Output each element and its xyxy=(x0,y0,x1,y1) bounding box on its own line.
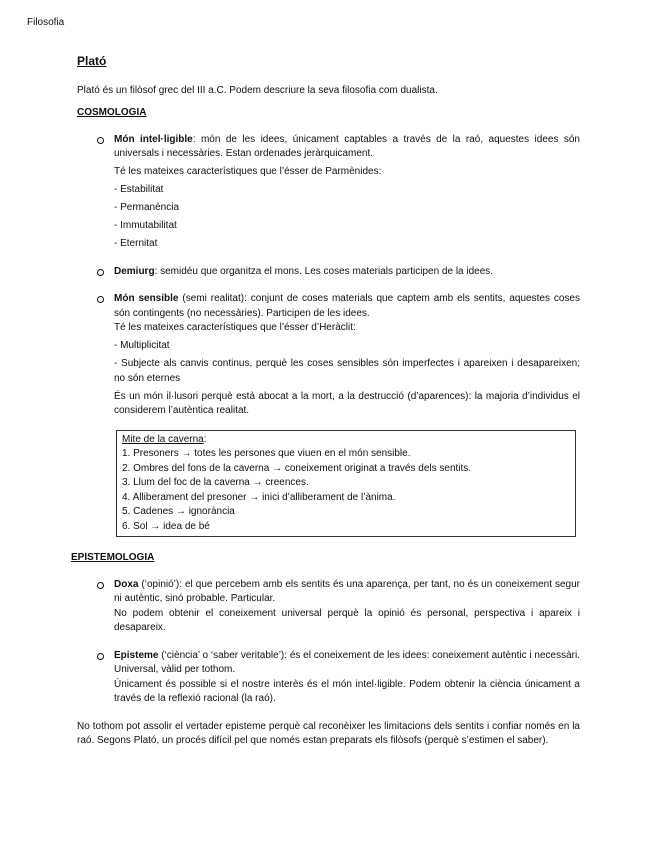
term: Doxa xyxy=(114,578,139,590)
closing-paragraph: No tothom pot assolir el vertader episteme perquè cal reconèixer les limitacions dels sentits i confiar només en la raó. Segons Plató, un procés difícil pel que només estan preparats els filòsofs (perquè s’estimen el saber). xyxy=(77,720,580,746)
term-extra: Únicament és possible si el nostre interès és el món intel·ligible. Podem obtenir la ciència únicament a través de la reflexió racional (la raó). xyxy=(114,678,580,704)
myth-line: 3. Llum del foc de la caverna → creences. xyxy=(122,477,309,488)
myth-line: 4. Alliberament del presoner → inici d’alliberament de l’ànima. xyxy=(122,491,396,503)
characteristic: - Multiplicitat xyxy=(114,340,170,351)
myth-title: Mite de la caverna xyxy=(122,433,204,445)
myth-line: 5. Cadenes → ignorància xyxy=(122,506,235,517)
mon-sensible-closing: És un món il·lusori perquè està abocat a la mort, a la destrucció (d’aparences): la majoria d’individus el considerem l’autèntica realitat. xyxy=(114,390,580,416)
list-item-demiurg xyxy=(77,265,580,280)
term: Demiurg xyxy=(114,265,155,277)
term: Món sensible xyxy=(114,293,179,304)
list-item-mon-sensible xyxy=(77,292,580,419)
term: Món intel·ligible xyxy=(114,133,193,145)
list-item-doxa xyxy=(77,578,580,636)
epistemologia-heading: EPISTEMOLOGIA xyxy=(71,552,155,563)
myth-line: 2. Ombres del fons de la caverna → coneixement originat a través dels sentits. xyxy=(122,462,472,474)
characteristic: - Immutabilitat xyxy=(114,220,177,231)
myth-line: 6. Sol → idea de bé xyxy=(122,520,210,532)
characteristic: - Estabilitat xyxy=(114,184,164,195)
characteristics-intro: Té les mateixes característiques que l’ésser d’Heràclit: xyxy=(114,322,356,333)
document-body xyxy=(71,54,580,749)
document-header: Filosofia xyxy=(27,17,65,28)
term-description: (semi realitat): conjunt de coses materials que captem amb els sentits, aquestes coses són contingents (no necessàries). Participen de les idees. xyxy=(114,293,580,319)
myth-box xyxy=(116,430,576,538)
list-item-episteme xyxy=(77,649,580,707)
characteristic: - Eternitat xyxy=(114,238,158,249)
characteristic: - Subjecte als canvis continus, perquè les coses sensibles són imperfectes i apareixen i desapareixen; no són eternes xyxy=(114,358,580,384)
intro-paragraph: Plató és un filòsof grec del III a.C. Podem descriure la seva filosofia com dualista. xyxy=(77,84,438,96)
myth-title-suffix: : xyxy=(203,433,207,445)
cosmologia-heading: COSMOLOGIA xyxy=(77,107,147,118)
term-description: (‘ciència’ o ‘saber veritable’): és el coneixement de les idees: coneixement autèntic i necessàri. Universal, vàlid per tothom. xyxy=(114,649,580,675)
list-item-mon-intelligible xyxy=(77,133,580,252)
page-title: Plató xyxy=(77,54,107,68)
myth-line: 1. Presoners → totes les persones que viuen en el món sensible. xyxy=(122,448,411,459)
term-extra: No podem obtenir el coneixement universal perquè la opinió és personal, perspectiva i apareix i desapareix. xyxy=(114,607,580,633)
cosmologia-list xyxy=(77,133,580,419)
term-description: : semidéu que organitza el mons. Les coses materials participen de la idees. xyxy=(154,265,494,277)
characteristics-intro: Té les mateixes característiques que l’ésser de Parmènides: xyxy=(114,166,382,177)
characteristic: - Permanència xyxy=(114,202,180,213)
term-description: (‘opinió’): el que percebem amb els sentits és una aparença, per tant, no és un coneixement segur ni autèntic, sinó probable. Particular. xyxy=(114,578,580,604)
epistemologia-list xyxy=(77,578,580,707)
term-description: : món de les idees, únicament captables a través de la raó, aquestes idees són universals i necessàries. Estan ordenades jeràrquicament. xyxy=(114,133,580,159)
term: Episteme xyxy=(114,649,159,661)
